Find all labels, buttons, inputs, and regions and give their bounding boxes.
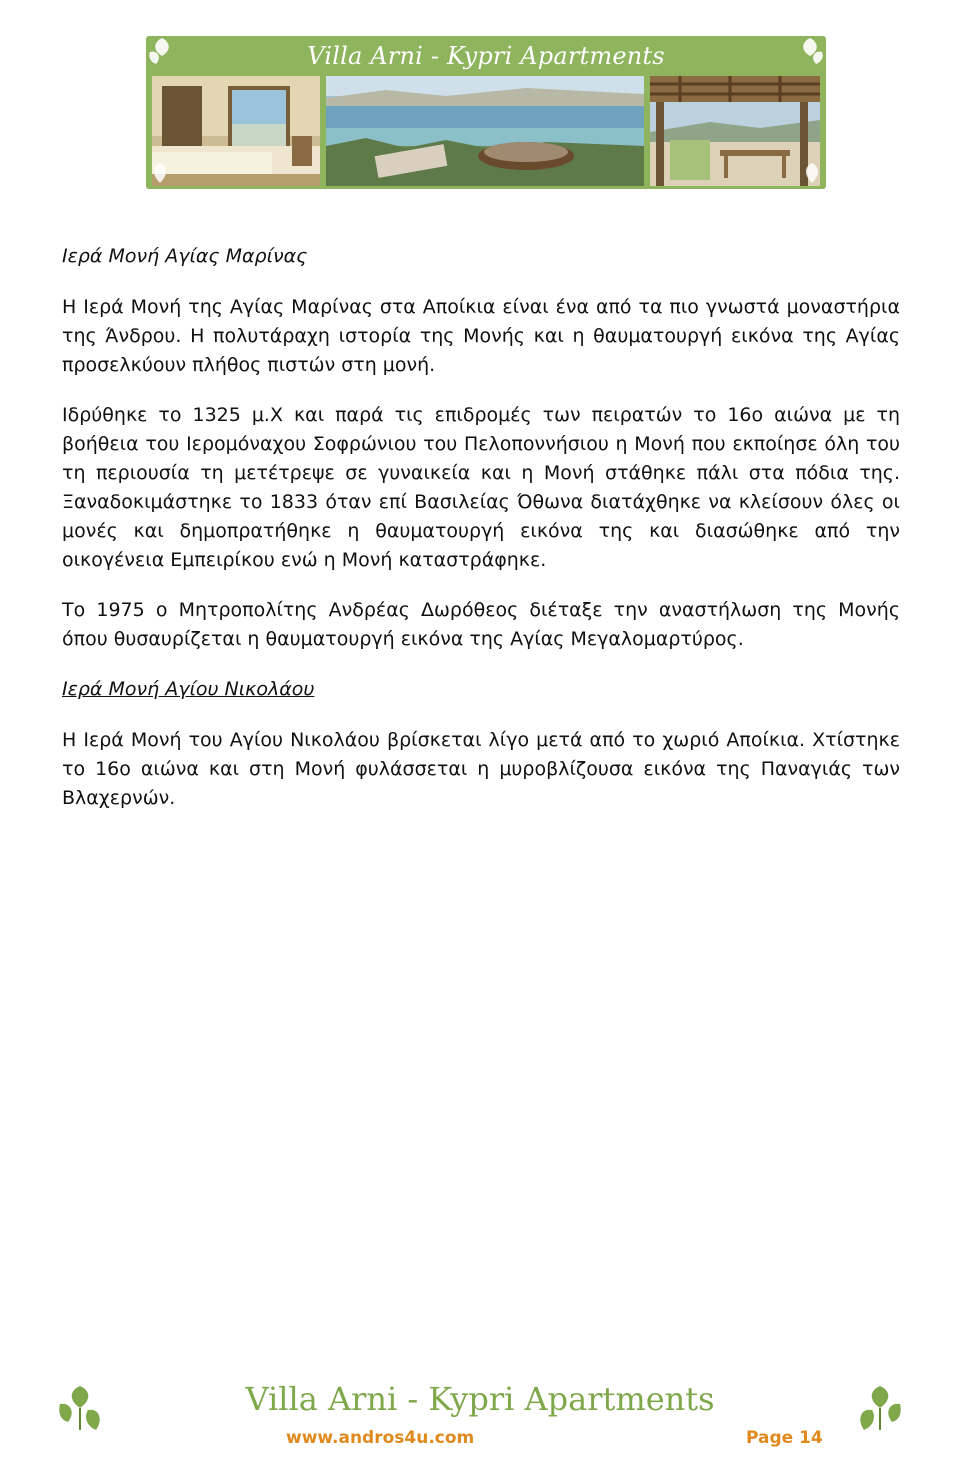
leaf-ornament-icon [148,36,176,70]
leaf-ornament-icon [796,36,824,70]
banner-photo-sea [326,76,644,186]
leaf-ornament-icon [148,161,172,189]
banner-photo-terrace [650,76,820,186]
page-number: Page 14 [746,1428,823,1448]
footer-website-link[interactable]: www.andros4u.com [286,1428,475,1448]
paragraph: Η Ιερά Μονή του Αγίου Νικολάου βρίσκεται λίγο μετά από το χωριό Αποίκια. Χτίστηκε το 16ο αιώνα και στη Μονή φυλάσσεται η μυροβλίζουσα εικόνα της Παναγιάς των Βλαχερνών. [62,729,900,809]
banner-title: Villa Arni - Kypri Apartments [307,42,665,70]
section-heading-agia-marina: Ιερά Μονή Αγίας Μαρίνας [62,245,308,267]
header-banner [146,36,826,189]
paragraph: Η Ιερά Μονή της Αγίας Μαρίνας στα Αποίκια είναι ένα από τα πιο γνωστά μοναστήρια της Άνδρου. Η πολυτάραχη ιστορία της Μονής και η θαυματουργή εικόνα της Αγίας προσελκύουν πλήθος πιστών στη μονή. [62,296,900,376]
leaf-ornament-icon [800,161,824,189]
paragraph: Το 1975 ο Μητροπολίτης Ανδρέας Δωρόθεος διέταξε την αναστήλωση της Μονής όπου θυσαυρίζεται η θαυματουργή εικόνα της Αγίας Μεγαλομαρτύρος. [62,599,900,650]
paragraph: Ιδρύθηκε το 1325 μ.Χ και παρά τις επιδρομές των πειρατών το 16ο αιώνα με τη βοήθεια του Ιερομόναχου Σοφρώνιου του Πελοποννήσιου η Μονή που εκποίησε όλη του τη περιουσία τη μετέτρεψε σε γυναικεία και η Μονή στάθηκε πάλι στα πόδια της. Ξαναδοκιμάστηκε το 1833 όταν επί Βασιλείας Όθωνα διατάχθηκε να κλείσουν όλες οι μονές και δημοπρατήθηκε η θαυματουργή εικόνα της και διασώθηκε από την οικογένεια Εμπειρίκου ενώ η Μονή καταστράφηκε. [62,404,900,571]
section-heading-agios-nikolaos: Ιερά Μονή Αγίου Νικολάου [62,678,315,700]
document-body [62,242,900,834]
banner-photo-bedroom [152,76,320,186]
footer-title: Villa Arni - Kypri Apartments [245,1380,715,1418]
